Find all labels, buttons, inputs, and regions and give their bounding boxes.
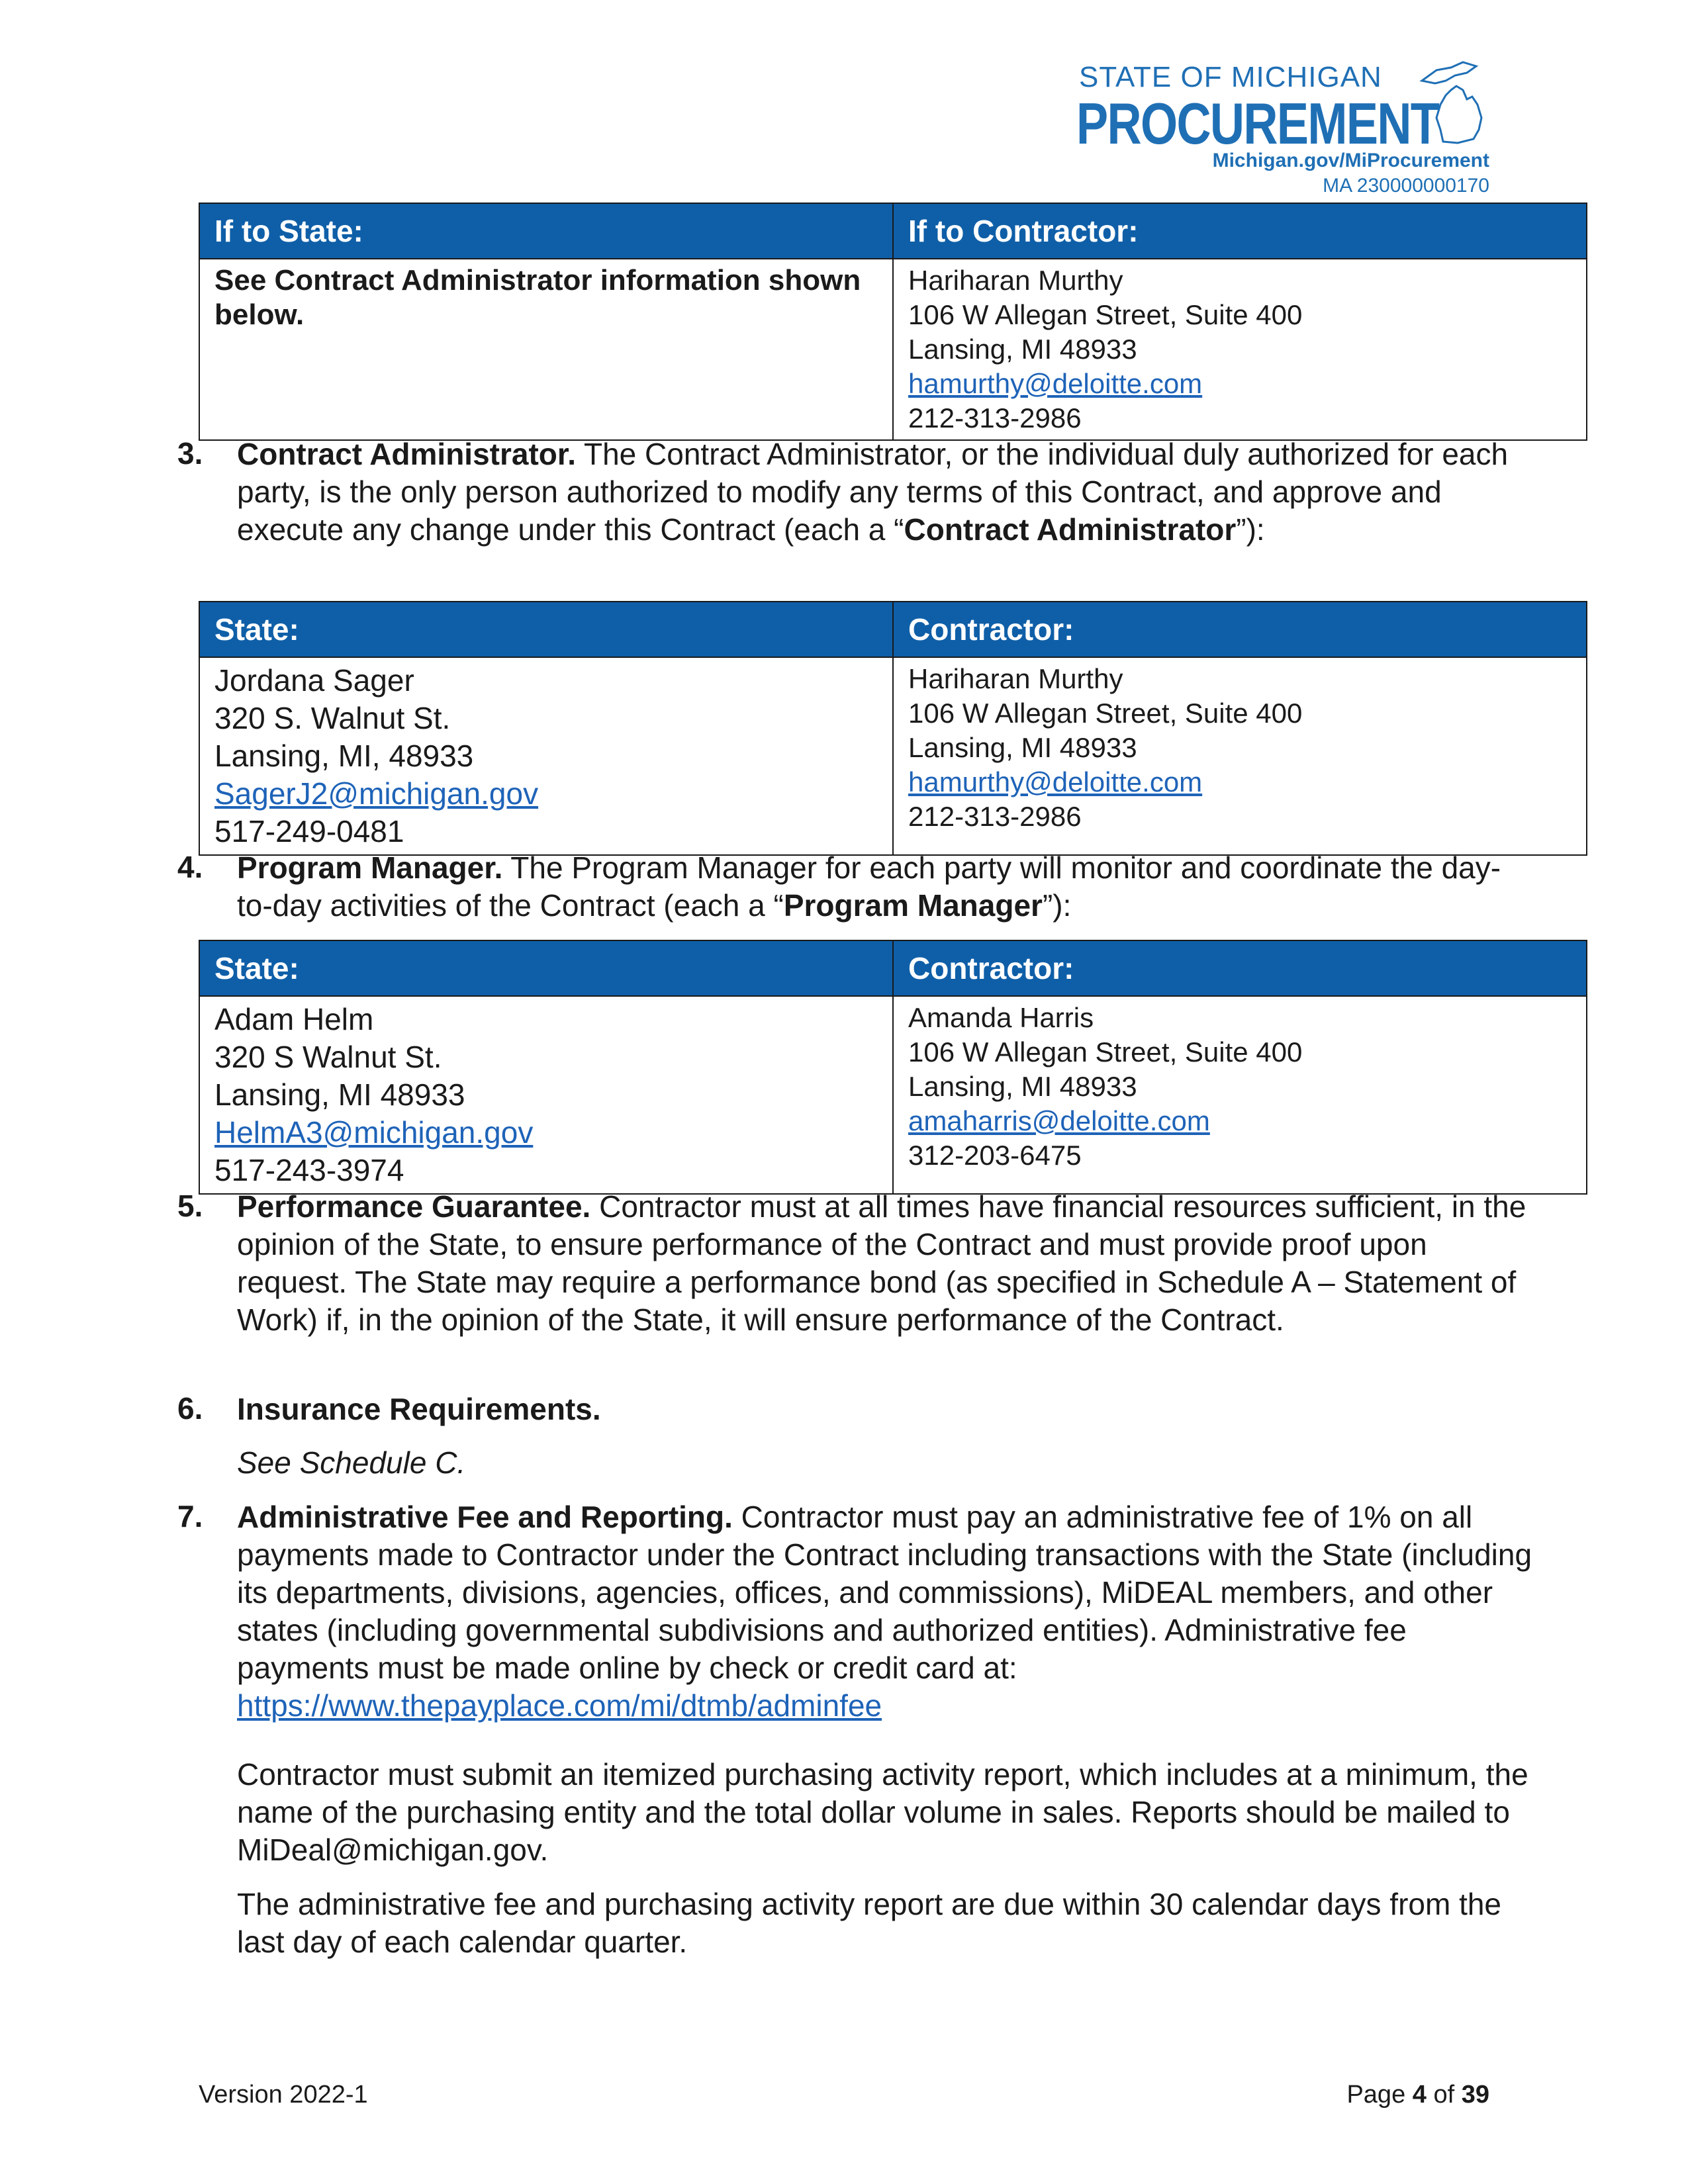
notice-contractor-header: If to Contractor: [893, 203, 1587, 259]
section-3-title: Contract Administrator. [237, 437, 577, 471]
page-number [1346, 2081, 1489, 2109]
section-7-paragraph-3: The administrative fee and purchasing activity report are due within 30 calendar days from the last day of each calendar quarter. [237, 1887, 1502, 1959]
contact-name: Amanda Harris [908, 1002, 1094, 1033]
pm-state-cell [199, 996, 893, 1194]
section-5-title: Performance Guarantee. [237, 1189, 591, 1224]
contact-phone: 517-249-0481 [214, 814, 404, 848]
notice-table [199, 203, 1587, 441]
notice-state-header: If to State: [199, 203, 893, 259]
procurement-logo [1076, 61, 1489, 200]
contact-address-line1: 106 W Allegan Street, Suite 400 [908, 1036, 1303, 1068]
section-3-text [237, 435, 1534, 549]
logo-state-text: STATE OF MICHIGAN [1079, 61, 1382, 93]
contact-address-line2: Lansing, MI 48933 [214, 1077, 465, 1112]
section-4-text [237, 849, 1534, 925]
section-7-text [237, 1498, 1534, 1725]
contact-email-link[interactable]: hamurthy@deloitte.com [908, 766, 1203, 797]
logo-procurement-text: PROCUREMENT [1076, 91, 1439, 156]
contact-address-line2: Lansing, MI, 48933 [214, 739, 474, 773]
contact-phone: 212-313-2986 [908, 801, 1082, 832]
contract-administrator-table [199, 601, 1587, 856]
contact-name: Jordana Sager [214, 663, 414, 698]
contact-name: Hariharan Murthy [908, 265, 1123, 296]
contact-phone: 212-313-2986 [908, 402, 1082, 433]
admin-state-header: State: [199, 602, 893, 657]
pm-state-header: State: [199, 940, 893, 996]
section-4-number: 4. [177, 850, 203, 884]
contact-email-link[interactable]: SagerJ2@michigan.gov [214, 776, 539, 811]
contact-phone: 312-203-6475 [908, 1140, 1082, 1171]
contact-name: Hariharan Murthy [908, 663, 1123, 694]
notice-contractor-cell [893, 259, 1587, 440]
contract-number: MA 230000000170 [1323, 175, 1489, 197]
admin-contractor-cell [893, 657, 1587, 855]
section-6-note: See Schedule C. [237, 1445, 466, 1480]
admin-contractor-header: Contractor: [893, 602, 1587, 657]
contact-address-line1: 320 S Walnut St. [214, 1040, 442, 1074]
notice-state-text: See Contract Administrator information shown below. [214, 264, 861, 331]
contact-address-line1: 106 W Allegan Street, Suite 400 [908, 698, 1303, 729]
section-6-title: Insurance Requirements. [237, 1392, 601, 1426]
contact-email-link[interactable]: amaharris@deloitte.com [908, 1105, 1210, 1136]
michigan-map-icon [1417, 61, 1489, 148]
page-total: 39 [1461, 2081, 1489, 2109]
section-5-number: 5. [177, 1189, 203, 1223]
version-label: Version 2022-1 [199, 2081, 368, 2109]
contact-email-link[interactable]: HelmA3@michigan.gov [214, 1115, 534, 1150]
logo-url: Michigan.gov/MiProcurement [1212, 150, 1489, 171]
contact-name: Adam Helm [214, 1002, 374, 1036]
admin-state-cell [199, 657, 893, 855]
contact-address-line2: Lansing, MI 48933 [908, 732, 1137, 763]
section-4-tail: ”): [1042, 888, 1072, 923]
page-of: of [1426, 2081, 1462, 2109]
notice-state-cell [199, 259, 893, 440]
contact-address-line1: 106 W Allegan Street, Suite 400 [908, 299, 1303, 330]
contact-email-link[interactable]: hamurthy@deloitte.com [908, 368, 1203, 399]
section-7-body: Contractor must pay an administrative fee of 1% on all payments made to Contractor under the Contract including transactions with the State (including its departments, divisions, agencies, offices, and commissions), MiDEAL members, and other states (including governmental subdivisions and authorized entities). Administrative fee payments must be made online by check or credit card at: [237, 1500, 1532, 1685]
contact-address-line1: 320 S. Walnut St. [214, 701, 451, 735]
section-4-defined-term: Program Manager [783, 888, 1043, 923]
section-3-number: 3. [177, 436, 203, 471]
section-6-number: 6. [177, 1391, 203, 1426]
admin-fee-link[interactable]: https://www.thepayplace.com/mi/dtmb/adminfee [237, 1688, 882, 1723]
section-7-number: 7. [177, 1499, 203, 1533]
pm-contractor-header: Contractor: [893, 940, 1587, 996]
contact-address-line2: Lansing, MI 48933 [908, 334, 1137, 365]
section-5-body: Contractor must at all times have financial resources sufficient, in the opinion of the State, to ensure performance of the Contract and must provide proof upon request. The State may require a performance bond (as specified in Schedule A – Statement of Work) if, in the opinion of the State, it will ensure performance of the Contract. [237, 1189, 1526, 1337]
section-6-text [237, 1390, 1534, 1428]
section-7-paragraph-2: Contractor must submit an itemized purchasing activity report, which includes at a minimum, the name of the purchasing entity and the total dollar volume in sales. Reports should be mailed to MiDeal@michigan.gov. [237, 1757, 1528, 1867]
program-manager-table [199, 940, 1587, 1195]
page-label: Page [1346, 2081, 1413, 2109]
contact-phone: 517-243-3974 [214, 1153, 404, 1187]
pm-contractor-cell [893, 996, 1587, 1194]
page-current: 4 [1412, 2081, 1427, 2109]
section-7-title: Administrative Fee and Reporting. [237, 1500, 733, 1534]
contact-address-line2: Lansing, MI 48933 [908, 1071, 1137, 1102]
section-4-title: Program Manager. [237, 850, 503, 885]
section-3-tail: ”): [1236, 512, 1265, 547]
section-3-body: The Contract Administrator, or the individual duly authorized for each party, is the only person authorized to modify any terms of this Contract, and approve and execute any change under this Contract (each a “ [237, 437, 1509, 547]
section-3-defined-term: Contract Administrator [904, 512, 1237, 547]
section-4-body: The Program Manager for each party will monitor and coordinate the day-to-day activities of the Contract (each a “ [237, 850, 1501, 923]
section-5-text [237, 1188, 1534, 1339]
